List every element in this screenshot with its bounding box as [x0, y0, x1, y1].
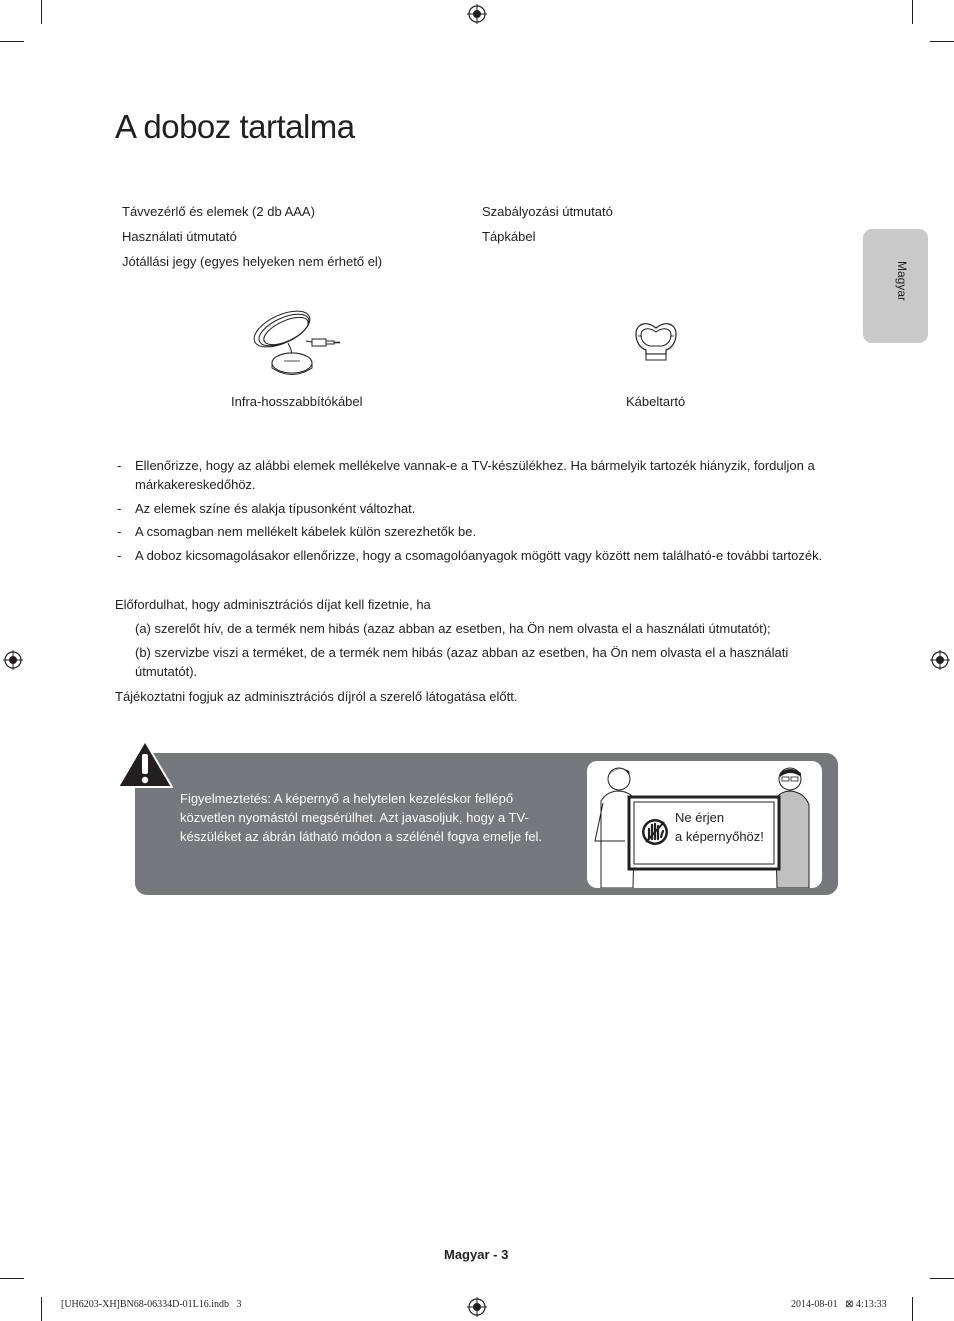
- figure-caption: Kábeltartó: [626, 394, 686, 409]
- registration-mark-icon: [930, 650, 950, 670]
- registration-mark-icon: [467, 1297, 487, 1317]
- note-item: - Ellenőrizze, hogy az alábbi elemek mellékelve vannak-e a TV-készülékhez. Ha bármelyik tartozék hiányzik, forduljon a márkakereskedőhöz.: [117, 458, 815, 492]
- crop-mark: [0, 41, 24, 42]
- contents-item: Tápkábel: [482, 229, 536, 244]
- registration-mark-icon: [3, 650, 23, 670]
- ir-extender-cable-icon: [246, 303, 346, 381]
- figure-caption: Infra-hosszabbítókábel: [231, 394, 363, 409]
- contents-item: Szabályozási útmutató: [482, 204, 613, 219]
- contents-item: Távvezérlő és elemek (2 db AAA): [122, 204, 315, 219]
- language-side-tab: [863, 229, 928, 343]
- registration-mark-icon: [467, 4, 487, 24]
- contents-item: Jótállási jegy (egyes helyeken nem érhető el): [122, 254, 383, 269]
- print-timestamp: 2014-08-01 ⊠ 4:13:33: [791, 1299, 887, 1310]
- crop-mark: [41, 1297, 42, 1321]
- crop-mark: [0, 1278, 24, 1279]
- note-item: - A csomagban nem mellékelt kábelek külön szerezhetők be.: [117, 524, 477, 539]
- crop-mark: [912, 1297, 913, 1321]
- page-title: A doboz tartalma: [115, 108, 355, 145]
- bullet-dash: -: [117, 548, 122, 563]
- bullet-dash: -: [117, 524, 122, 539]
- crop-mark: [41, 0, 42, 24]
- crop-mark: [930, 41, 954, 42]
- tv-handling-illustration: [587, 761, 822, 888]
- fees-item: (a) szerelőt hív, de a termék nem hibás (azaz abban az esetben, ha Ön nem olvasta el a használati útmutatót);: [135, 621, 771, 636]
- fees-intro: Előfordulhat, hogy adminisztrációs díjat kell fizetnie, ha: [115, 597, 431, 612]
- warning-text: [180, 789, 570, 846]
- cable-holder-icon: [632, 320, 680, 364]
- contents-item: Használati útmutató: [122, 229, 237, 244]
- bullet-dash: -: [117, 458, 122, 473]
- fees-outro: Tájékoztatni fogjuk az adminisztrációs díjról a szerelő látogatása előtt.: [115, 689, 518, 704]
- crop-mark: [912, 0, 913, 24]
- tv-caption-line1: Ne érjen: [675, 810, 725, 825]
- note-item: - A doboz kicsomagolásakor ellenőrizze, hogy a csomagolóanyagok mögött vagy között nem található-e további tartozék.: [117, 548, 823, 563]
- bullet-dash: -: [117, 501, 122, 516]
- file-name: [UH6203-XH]BN68-06334D-01L16.indb 3: [61, 1299, 242, 1310]
- warning-label: Figyelmeztetés: [180, 791, 268, 806]
- crop-mark: [930, 1278, 954, 1279]
- fees-item: (b) szervizbe viszi a terméket, de a termék nem hibás (azaz abban az esetben, ha Ön nem olvasta el a használati útmutatót).: [135, 645, 789, 679]
- warning-body: : A képernyő a helytelen kezeléskor fellépő közvetlen nyomástól megsérülhet. Azt javasoljuk, hogy a TV-készüléket az ábrán látható módon a szélénél fogva emelje fel.: [180, 791, 543, 844]
- tv-caption-line2: a képernyőhöz!: [675, 829, 764, 844]
- warning-triangle-icon: [116, 739, 174, 789]
- page-number: Magyar - 3: [444, 1247, 509, 1262]
- side-tab-label: Magyar: [895, 261, 909, 302]
- note-item: - Az elemek színe és alakja típusonként változhat.: [117, 501, 416, 516]
